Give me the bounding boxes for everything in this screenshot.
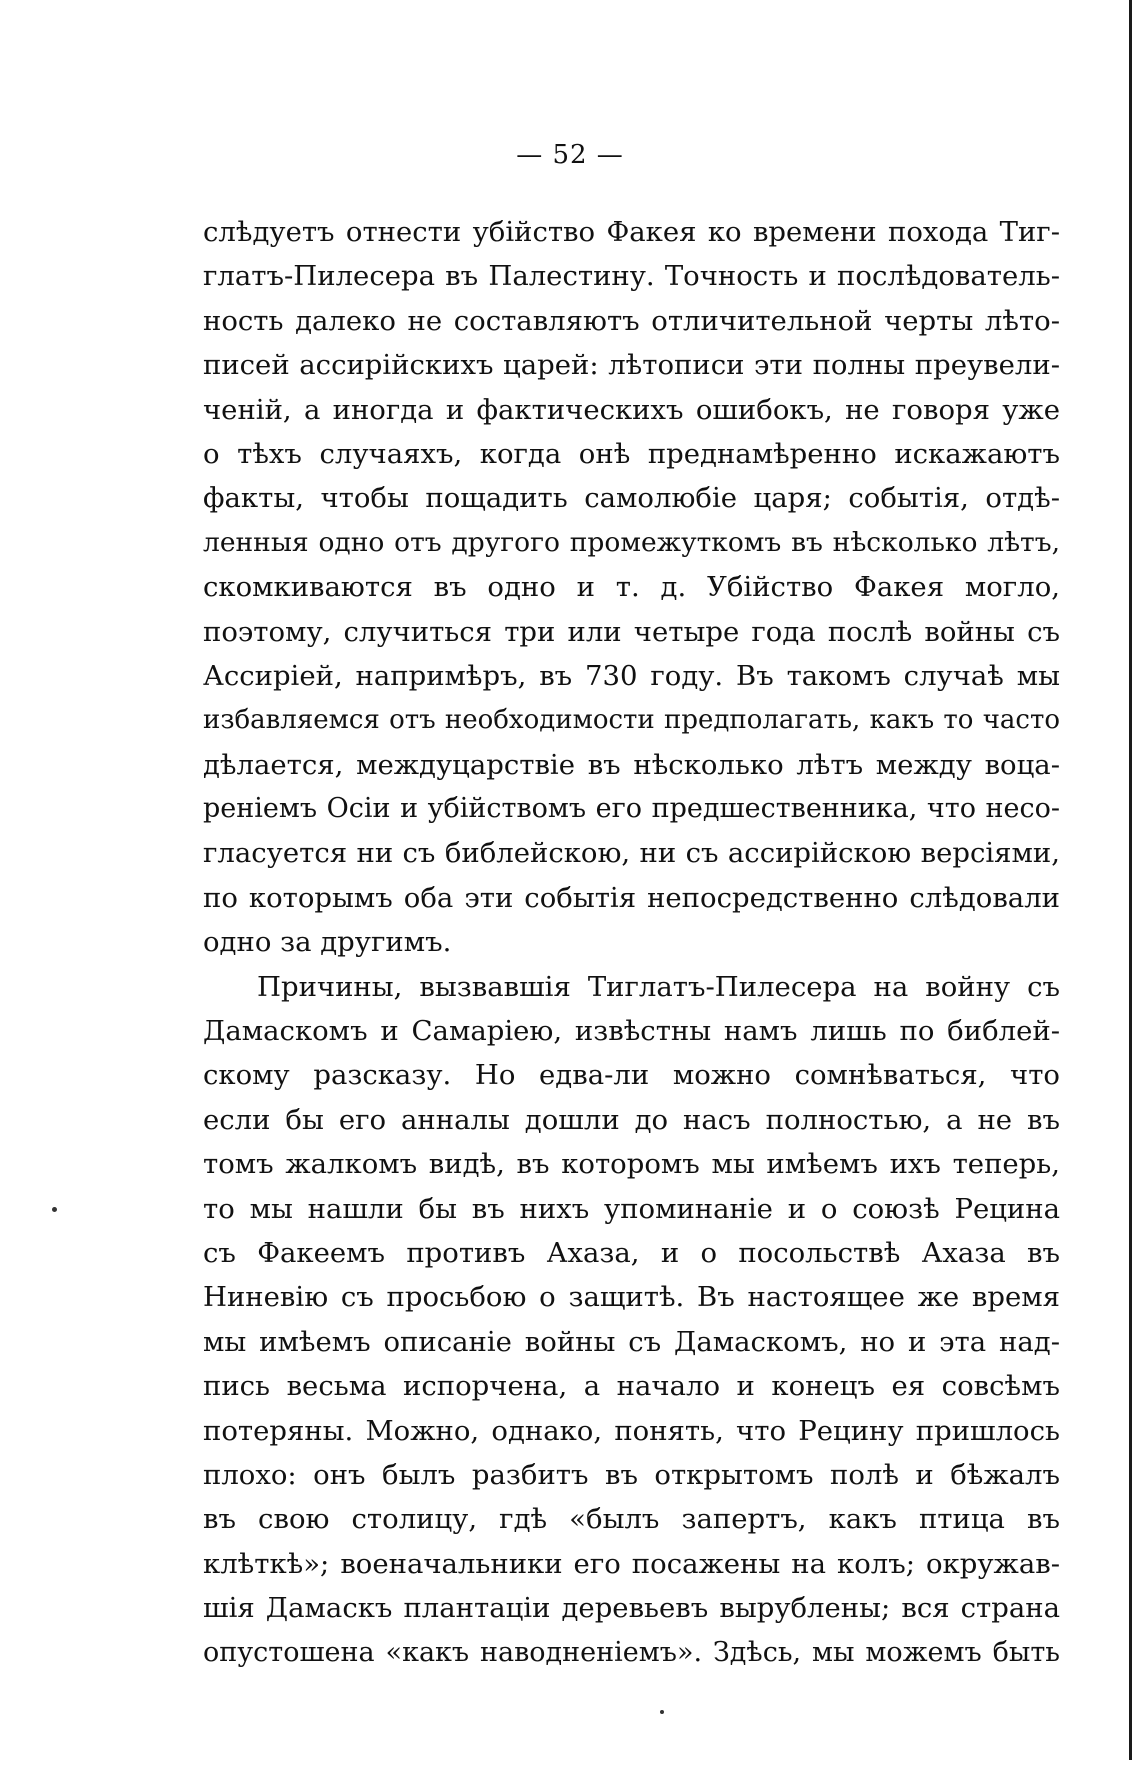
text-line: по которымъ оба эти событія непосредственно слѣдовали	[203, 881, 1060, 914]
text-line: ченій, а иногда и фактическихъ ошибокъ, не говоря уже	[203, 393, 1060, 426]
text-line: ность далеко не составляютъ отличительной черты лѣто-	[203, 304, 1060, 337]
text-line: слѣдуетъ отнести убійство Факея ко времени похода Тиг-	[203, 216, 1060, 248]
text-line: то мы нашли бы въ нихъ упоминаніе и о союзѣ Рецина	[203, 1192, 1060, 1225]
text-line: дѣлается, междуцарствіе въ нѣсколько лѣтъ между воца-	[203, 748, 1060, 781]
text-line: скому разсказу. Но едва-ли можно сомнѣваться, что	[203, 1059, 1060, 1092]
ink-speck	[52, 1207, 57, 1212]
text-line: клѣткѣ»; военачальники его посажены на колъ; окружав-	[203, 1547, 1060, 1580]
text-line: плохо: онъ былъ разбитъ въ открытомъ полѣ и бѣжалъ	[203, 1458, 1060, 1491]
text-line: Дамаскомъ и Самаріею, извѣстны намъ лишь по библей-	[203, 1015, 1060, 1048]
text-line: факты, чтобы пощадить самолюбіе царя; событія, отдѣ-	[203, 482, 1060, 515]
text-line: Причины, вызвавшія Тиглатъ-Пилесера на войну съ	[257, 970, 1060, 1003]
text-line: о тѣхъ случаяхъ, когда онѣ преднамѣренно искажаютъ	[203, 437, 1060, 470]
text-line: пись весьма испорчена, а начало и конецъ ея совсѣмъ	[203, 1370, 1060, 1403]
text-line: скомкиваются въ одно и т. д. Убійство Факея могло,	[203, 571, 1060, 604]
text-line: реніемъ Осіи и убійствомъ его предшественника, что несо-	[203, 793, 1060, 825]
text-line: гласуется ни съ библейскою, ни съ ассирійскою версіями,	[203, 837, 1060, 870]
text-line: Ассиріей, напримѣръ, въ 730 году. Въ такомъ случаѣ мы	[203, 659, 1060, 692]
page-edge-rule	[1129, 0, 1132, 1760]
ink-speck	[660, 1710, 664, 1714]
text-line: Ниневію съ просьбою о защитѣ. Въ настоящее же время	[203, 1281, 1060, 1314]
text-line: глатъ-Пилесера въ Палестину. Точность и послѣдователь-	[203, 260, 1060, 293]
text-line: если бы его анналы дошли до насъ полностью, а не въ	[203, 1103, 1060, 1136]
text-line: поэтому, случиться три или четыре года послѣ войны съ	[203, 615, 1060, 648]
page-number: — 52 —	[516, 140, 624, 170]
text-line: писей ассирійскихъ царей: лѣтописи эти полны преувели-	[203, 349, 1060, 382]
text-line: опустошена «какъ наводненіемъ». Здѣсь, мы можемъ быть	[203, 1636, 1060, 1668]
text-line: шія Дамаскъ плантаціи деревьевъ вырублены; вся страна	[203, 1592, 1060, 1625]
text-line: ленныя одно отъ другого промежуткомъ въ нѣсколько лѣтъ,	[203, 526, 1060, 558]
text-line: съ Факеемъ противъ Ахаза, и о посольствѣ Ахаза въ	[203, 1236, 1060, 1269]
text-line: мы имѣемъ описаніе войны съ Дамаскомъ, но и эта над-	[203, 1325, 1060, 1358]
text-line: избавляемся отъ необходимости предполагать, какъ то часто	[203, 705, 1060, 736]
text-line: потеряны. Можно, однако, понять, что Рецину пришлось	[203, 1414, 1060, 1447]
text-line: томъ жалкомъ видѣ, въ которомъ мы имѣемъ ихъ теперь,	[203, 1148, 1060, 1181]
text-line: въ свою столицу, гдѣ «былъ запертъ, какъ птица въ	[203, 1503, 1060, 1536]
body-text	[203, 210, 1060, 1675]
text-line: одно за другимъ.	[203, 926, 452, 959]
